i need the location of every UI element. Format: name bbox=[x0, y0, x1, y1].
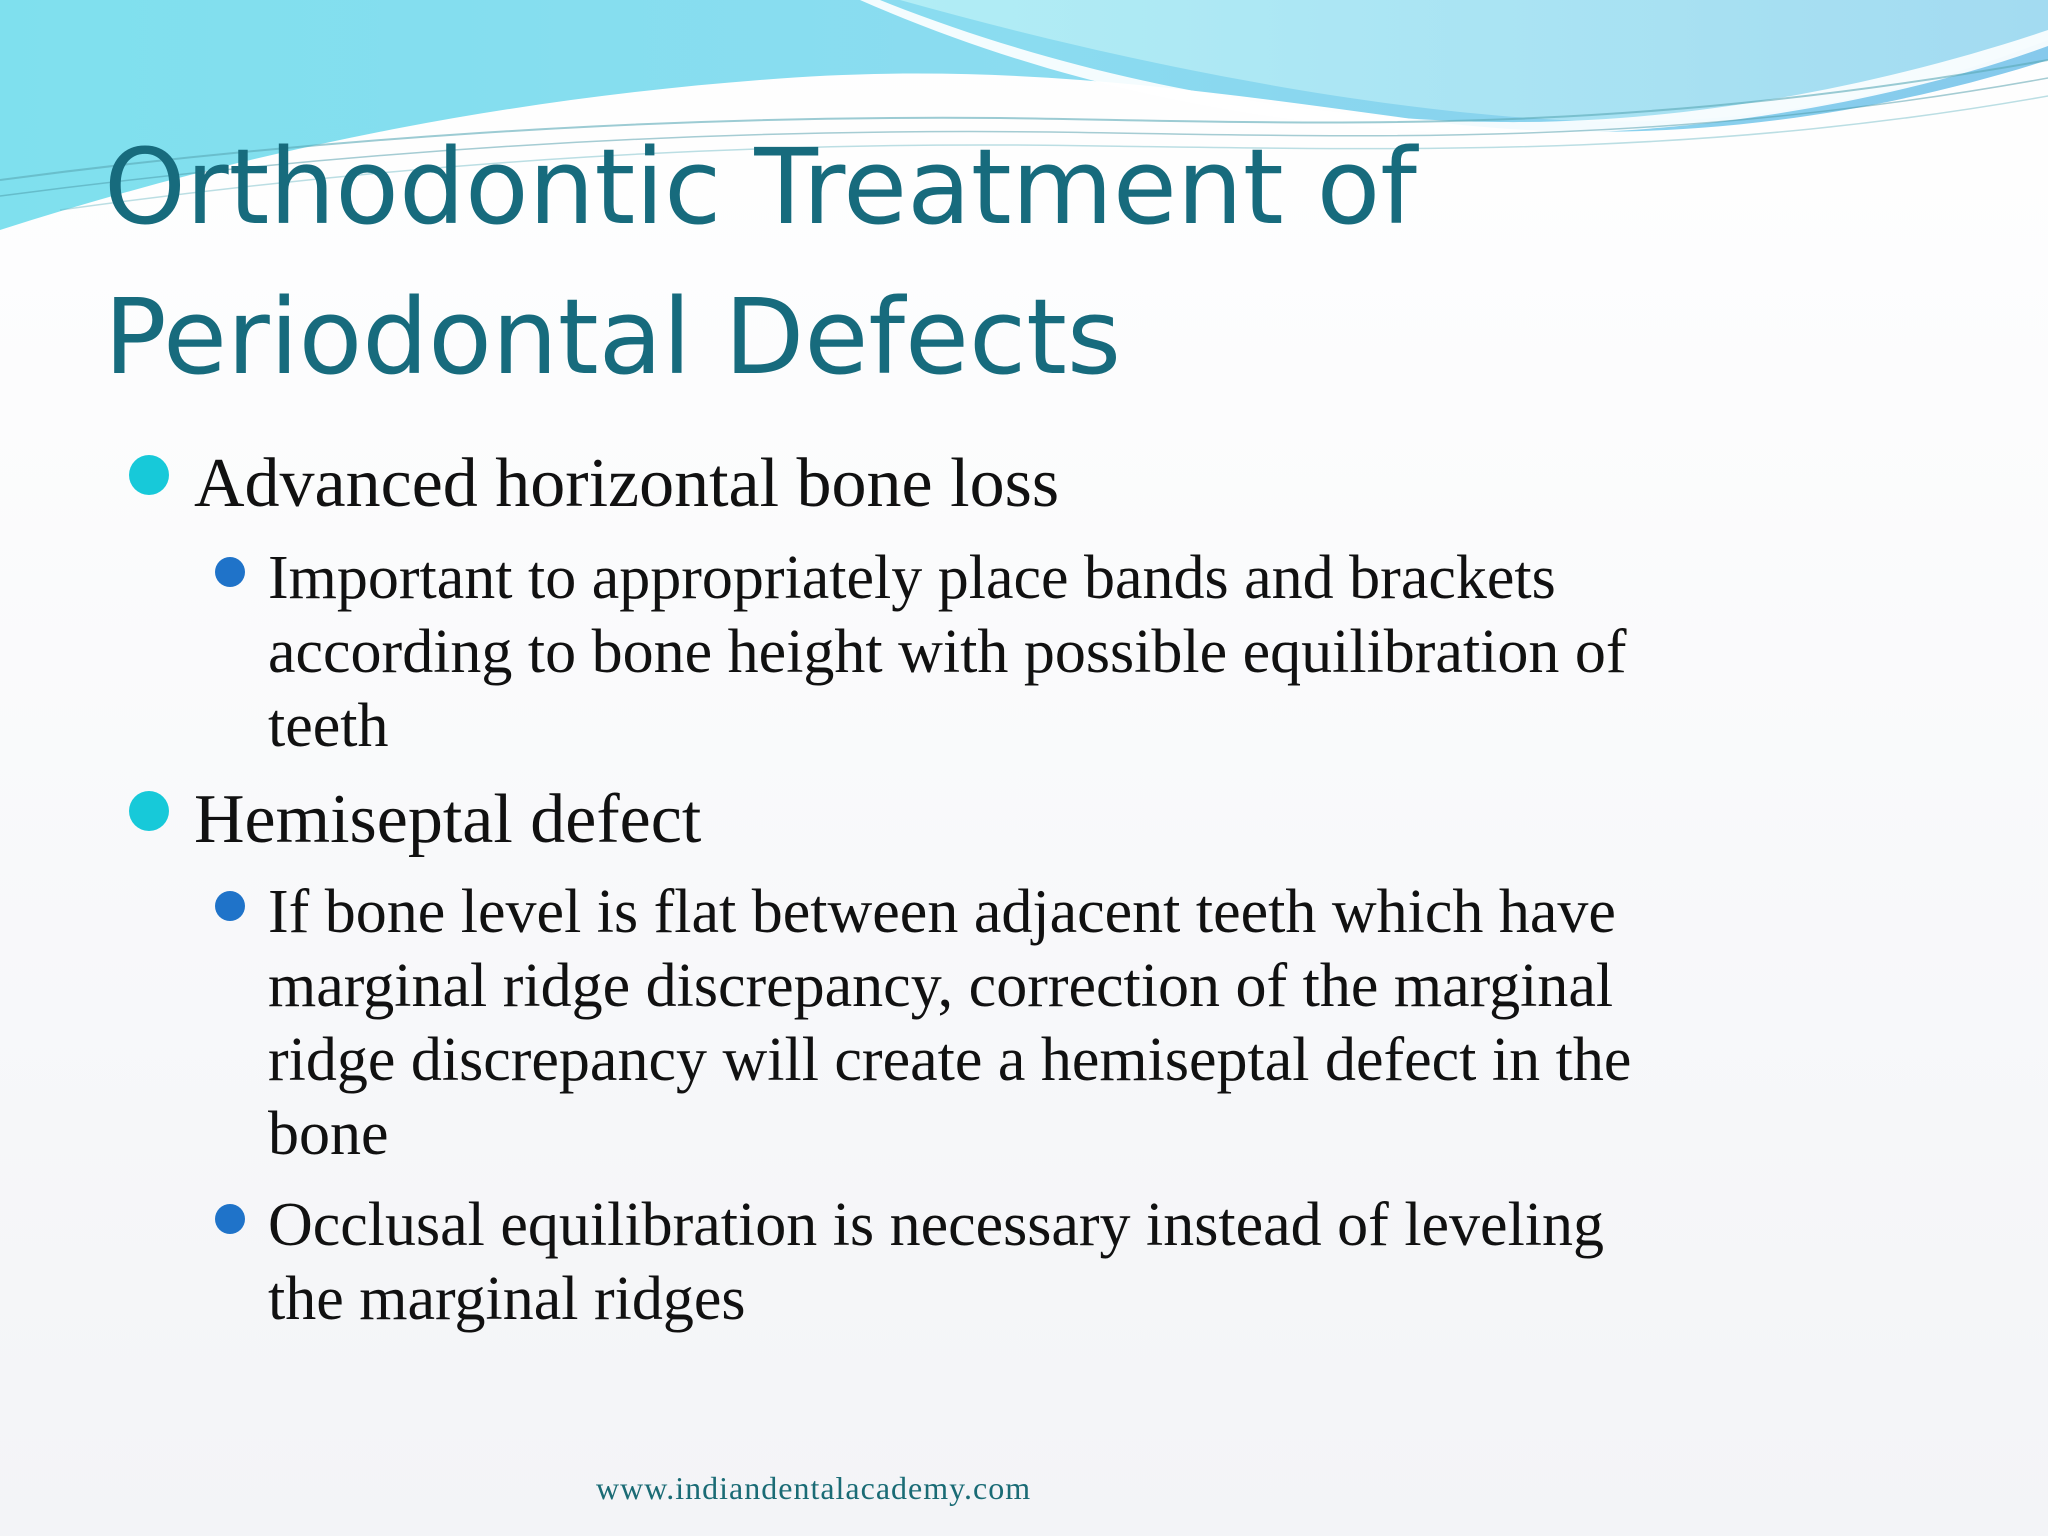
sub-bullet-bone-level-line-2: marginal ridge discrepancy, correction of the marginal bbox=[268, 952, 1614, 1020]
bullet-dot-level2 bbox=[215, 891, 245, 921]
bullet-advanced-horizontal-bone-loss: Advanced horizontal bone loss bbox=[194, 445, 1060, 522]
sub-bullet-bone-level-line-4: bone bbox=[268, 1100, 389, 1168]
slide-title-line-1: Orthodontic Treatment of bbox=[104, 126, 1417, 248]
sub-bullet-bone-level-line-1: If bone level is flat between adjacent teeth which have bbox=[268, 878, 1616, 946]
bullet-dot-level1 bbox=[129, 791, 169, 831]
bullet-hemiseptal-defect: Hemiseptal defect bbox=[194, 781, 702, 858]
slide-title-line-2: Periodontal Defects bbox=[104, 276, 1122, 398]
sub-bullet-occlusal-line-2: the marginal ridges bbox=[268, 1265, 746, 1333]
sub-bullet-bands-line-3: teeth bbox=[268, 692, 389, 760]
sub-bullet-bone-level-line-3: ridge discrepancy will create a hemiseptal defect in the bbox=[268, 1026, 1632, 1094]
bullet-dot-level1 bbox=[129, 455, 169, 495]
sub-bullet-bands-line-1: Important to appropriately place bands and brackets bbox=[268, 544, 1556, 612]
bullet-dot-level2 bbox=[215, 1204, 245, 1234]
sub-bullet-bands-line-2: according to bone height with possible equilibration of bbox=[268, 618, 1627, 686]
footer-url: www.indiandentalacademy.com bbox=[596, 1470, 1032, 1506]
sub-bullet-occlusal-line-1: Occlusal equilibration is necessary instead of leveling bbox=[268, 1191, 1605, 1259]
bullet-dot-level2 bbox=[215, 557, 245, 587]
